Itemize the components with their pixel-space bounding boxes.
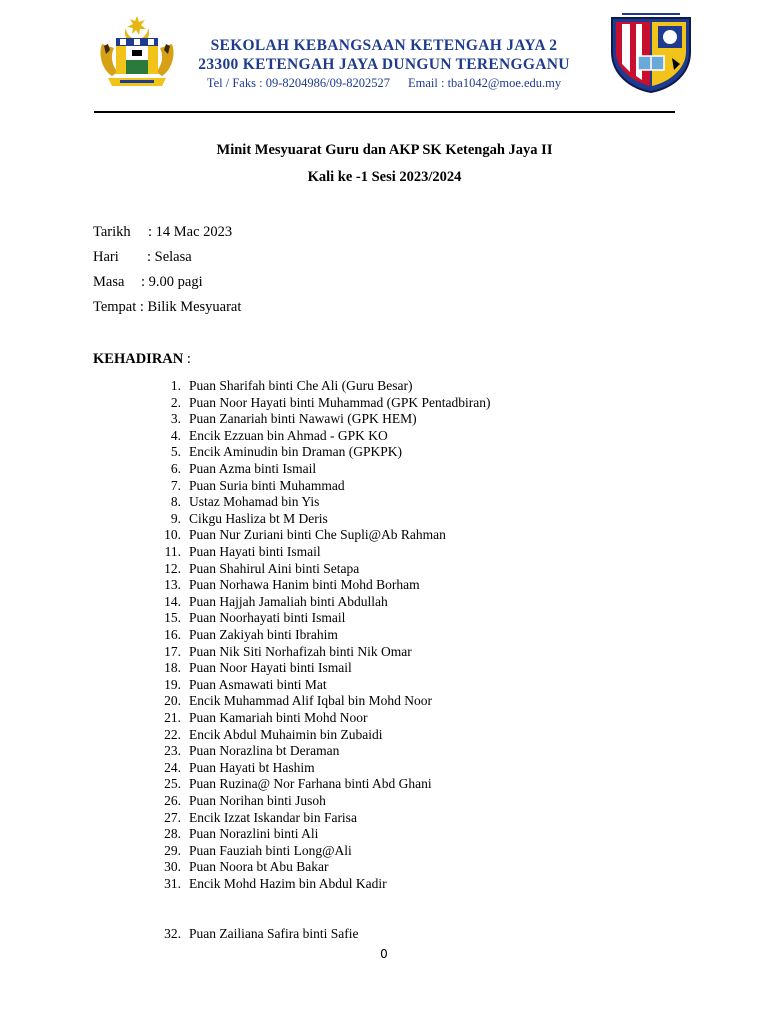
meta-tempat-label: Tempat [93,299,137,315]
list-item-number: 2. [170,394,181,410]
meta-tempat-value: : Bilik Mesyuarat [139,299,242,315]
list-item-number: 19. [164,676,181,692]
list-item-name: Puan Hayati bt Hashim [189,759,315,775]
list-item-name: Puan Suria binti Muhammad [189,477,345,493]
list-item-number: 23. [164,743,181,759]
list-item-number: 13. [164,577,181,593]
list-item [150,876,387,892]
list-item-number: 30. [164,859,181,875]
meta-hari-value: : Selasa [147,249,192,265]
list-item-number: 4. [170,427,181,443]
list-item [150,810,357,826]
list-item-name: Encik Abdul Muhaimin bin Zubaidi [189,726,383,742]
list-item-name: Puan Hajjah Jamaliah binti Abdullah [189,593,388,609]
list-item-number: 24. [164,759,181,775]
list-item [150,826,318,842]
attendance-heading-label: KEHADIRAN [93,351,184,367]
list-item-name: Encik Aminudin bin Draman (GPKPK) [189,444,402,460]
list-item-number: 15. [164,610,181,626]
list-item-number: 20. [164,693,181,709]
list-item-name: Cikgu Hasliza bt M Deris [189,510,328,526]
list-item-number: 26. [164,793,181,808]
list-item-number: 25. [164,776,181,792]
list-item [150,395,490,411]
list-item [150,378,412,394]
list-item [150,710,367,726]
list-item-number: 18. [164,660,181,676]
list-item [150,926,358,942]
list-item [150,693,432,709]
document-subtitle: Kali ke -1 Sesi 2023/2024 [307,169,462,185]
list-item-name: Puan Zanariah binti Nawawi (GPK HEM) [189,411,417,427]
list-item-name: Puan Noor Hayati binti Ismail [189,660,352,676]
list-item-name: Encik Mohd Hazim bin Abdul Kadir [189,876,387,891]
list-item-name: Puan Norazlina bt Deraman [189,743,340,759]
list-item [150,743,339,759]
list-item-number: 28. [164,826,181,842]
list-item-name: Encik Ezzuan bin Ahmad - GPK KO [189,427,388,443]
list-item-number: 17. [164,643,181,659]
list-item [150,610,345,626]
school-address: 23300 KETENGAH JAYA DUNGUN TERENGGANU [198,56,570,73]
list-item-number: 10. [164,527,181,543]
list-item-number: 29. [164,842,181,858]
list-item-name: Puan Nur Zuriani binti Che Supli@Ab Rahman [189,527,446,543]
list-item-number: 32. [164,926,181,941]
list-item [150,727,382,743]
list-item-name: Puan Kamariah binti Mohd Noor [189,710,368,725]
list-item-name: Puan Noor Hayati binti Muhammad (GPK Pentadbiran) [189,394,491,410]
meta-tarikh [93,224,232,241]
list-item-name: Puan Noora bt Abu Bakar [189,859,329,875]
list-item-number: 16. [164,627,181,642]
list-item [150,527,446,543]
list-item [150,461,316,477]
meta-masa [93,274,203,291]
list-item [150,428,388,444]
list-item [150,494,319,510]
list-item-name: Puan Norazlini binti Ali [189,826,319,842]
list-item-name: Ustaz Mohamad bin Yis [189,494,320,510]
list-item [150,859,328,875]
list-item-name: Puan Zailiana Safira binti Safie [189,926,359,941]
list-item-name: Puan Norhawa Hanim binti Mohd Borham [189,577,420,593]
header-divider [94,111,675,113]
list-item [150,411,417,427]
list-item [150,644,412,660]
list-item-name: Puan Azma binti Ismail [189,461,317,476]
list-item-name: Puan Nik Siti Norhafizah binti Nik Omar [189,643,412,659]
list-item [150,660,352,676]
list-item [150,594,388,610]
contact-line [192,76,576,91]
school-crest-icon [608,12,694,94]
meta-masa-label: Masa [93,274,125,290]
meta-masa-value: : 9.00 pagi [141,274,203,290]
list-item-number: 21. [164,710,181,725]
list-item-number: 6. [170,461,181,476]
malaysia-coat-of-arms-icon [96,14,178,90]
list-item-number: 3. [170,411,181,427]
list-item-name: Puan Noorhayati binti Ismail [189,610,346,626]
list-item-name: Puan Hayati binti Ismail [189,544,321,559]
list-item-number: 9. [170,510,181,526]
list-item [150,627,338,643]
list-item-number: 22. [164,726,181,742]
list-item-name: Puan Norihan binti Jusoh [189,793,326,808]
list-item-number: 31. [164,876,181,891]
attendance-heading [93,351,191,368]
list-item [150,511,328,527]
list-item-number: 8. [170,494,181,510]
phone-fax: Tel / Faks : 09-8204986/09-8202527 [206,76,390,90]
list-item-name: Puan Zakiyah binti Ibrahim [189,627,338,642]
list-item [150,776,432,792]
list-item-name: Puan Sharifah binti Che Ali (Guru Besar) [189,378,413,393]
list-item-name: Puan Asmawati binti Mat [189,676,327,692]
list-item-name: Puan Ruzina@ Nor Farhana binti Abd Ghani [189,776,432,792]
list-item [150,843,352,859]
list-item-name: Encik Izzat Iskandar bin Farisa [189,809,357,825]
meta-tarikh-label: Tarikh [93,224,131,240]
list-item [150,677,327,693]
meta-hari-label: Hari [93,249,119,265]
list-item-name: Puan Fauziah binti Long@Ali [189,842,352,858]
list-item [150,793,326,809]
list-item-number: 5. [170,444,181,460]
list-item [150,760,315,776]
list-item-number: 27. [164,809,181,825]
school-name: SEKOLAH KEBANGSAAN KETENGAH JAYA 2 [210,37,558,54]
list-item-number: 12. [164,560,181,576]
list-item [150,561,359,577]
list-item [150,478,345,494]
email: Email : tba1042@moe.edu.my [408,76,562,90]
meta-hari [93,249,192,266]
list-item-number: 1. [170,378,181,393]
list-item-number: 7. [170,477,181,493]
list-item-number: 11. [164,544,181,559]
list-item-number: 14. [164,593,181,609]
list-item [150,444,402,460]
list-item-name: Puan Shahirul Aini binti Setapa [189,560,360,576]
page-number: 0 [380,947,388,961]
attendance-heading-colon: : [183,351,191,367]
list-item-name: Encik Muhammad Alif Iqbal bin Mohd Noor [189,693,432,709]
list-item [150,577,420,593]
document-title: Minit Mesyuarat Guru dan AKP SK Ketengah Jaya II [216,142,553,158]
meta-tempat [93,299,241,316]
meta-tarikh-value: : 14 Mac 2023 [148,224,233,240]
list-item [150,544,321,560]
